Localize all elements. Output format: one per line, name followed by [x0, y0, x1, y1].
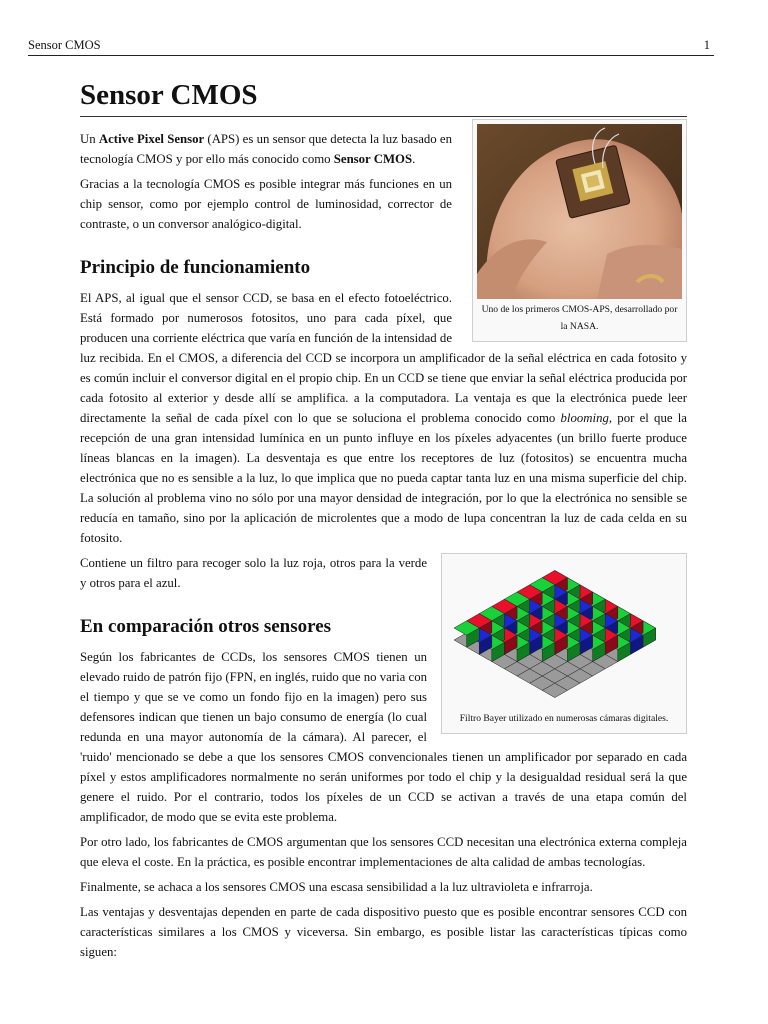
- comparison-paragraph-3: Finalmente, se achaca a los sensores CMOS una escasa sensibilidad a la luz ultravioleta e infrarroja.: [80, 880, 593, 894]
- header-title: Sensor CMOS: [28, 38, 101, 52]
- page-title: Sensor CMOS: [80, 78, 687, 117]
- article: [80, 78, 687, 967]
- running-header: [28, 38, 714, 56]
- figure1-caption: Uno de los primeros CMOS-APS, desarrollado por la NASA.: [481, 304, 678, 332]
- page-number: 1: [703, 38, 710, 52]
- bayer-filter-illustration: [446, 558, 682, 708]
- cmos-chip-photo: [477, 124, 682, 299]
- principle-paragraph-2: Contiene un filtro para recoger solo la luz roja, otros para la verde y otros para el azul.: [80, 556, 427, 590]
- section-heading-principle: Principio de funcionamiento: [80, 257, 311, 278]
- figure-bayer-filter: [441, 553, 687, 734]
- comparison-paragraph-2: Por otro lado, los fabricantes de CMOS argumentan que los sensores CCD necesitan una electrónica externa compleja que eleva el coste. En la práctica, es posible encontrar implementaciones de alta calidad de ambas tecnologías.: [80, 835, 687, 869]
- figure-cmos-chip: [472, 119, 687, 342]
- comparison-paragraph-1: Según los fabricantes de CCDs, los sensores CMOS tienen un elevado ruido de patrón fijo (FPN, en inglés, ruido que no varia con el tiempo y que se ve como un fondo fijo en la imagen) pero sus defensores indican que tienen un bajo consumo de energía (lo cual redunda en una mayor autonomía de la cámara). Al parecer, el 'ruido' mencionado se debe a que los sensores CMOS convencionales tienen un amplificador por separado en cada píxel y estos amplificadores normalmente no serán uniformes por todo el chip y la desigualdad residual será la que genere el ruido. Por el contrario, todos los píxeles de un CCD se activan a través de una etapa común del amplificador, de modo que se evita este problema.: [80, 650, 687, 824]
- intro-paragraph-2: Gracias a la tecnología CMOS es posible integrar más funciones en un chip sensor, como por ejemplo control de luminosidad, corrector de contraste, o un conversor analógico-digital.: [80, 177, 452, 231]
- comparison-paragraph-4: Las ventajas y desventajas dependen en parte de cada dispositivo puesto que es posible encontrar sensores CCD con características similares a los CMOS y viceversa. Sin embargo, es posible listar las características típicas como siguen:: [80, 905, 687, 959]
- intro-paragraph-1: Un Active Pixel Sensor (APS) es un sensor que detecta la luz basado en tecnología CMOS y por ello más conocido como Sensor CMOS.: [80, 132, 452, 166]
- section-heading-comparison: En comparación otros sensores: [80, 616, 332, 637]
- principle-paragraph-1: El APS, al igual que el sensor CCD, se basa en el efecto fotoeléctrico. Está formado por numerosos fotositos, uno para cada píxel, que producen una corriente eléctrica que varía en función de la intensidad de luz recibida. En el CMOS, a diferencia del CCD se incorpora un amplificador de la señal eléctrica en cada fotosito y es común incluir el conversor digital en el propio chip. En un CCD se tiene que enviar la señal eléctrica producida por cada fotosito al exterior y desde allí se amplifica. a la computadora. La ventaja es que la electrónica puede leer directamente la señal de cada píxel con lo que se soluciona el problema conocido como blooming, por el que la recepción de una gran intensidad lumínica en un punto influye en los píxeles adyacentes (un brillo fuerte produce líneas blancas en la imagen). La desventaja es que entre los receptores de luz (fotositos) se encuentra mucha electrónica que no es sensible a la luz, lo que implica que no pueda captar tanta luz en una misma superficie del chip. La solución al problema vino no sólo por una mayor densidad de integración, por lo que la electrónica no sensible se reducía en tamaño, sino por la aplicación de microlentes que a modo de lupa concentran la luz de cada celda en su fotosito.: [80, 291, 687, 545]
- figure2-caption: Filtro Bayer utilizado en numerosas cámaras digitales.: [459, 713, 669, 724]
